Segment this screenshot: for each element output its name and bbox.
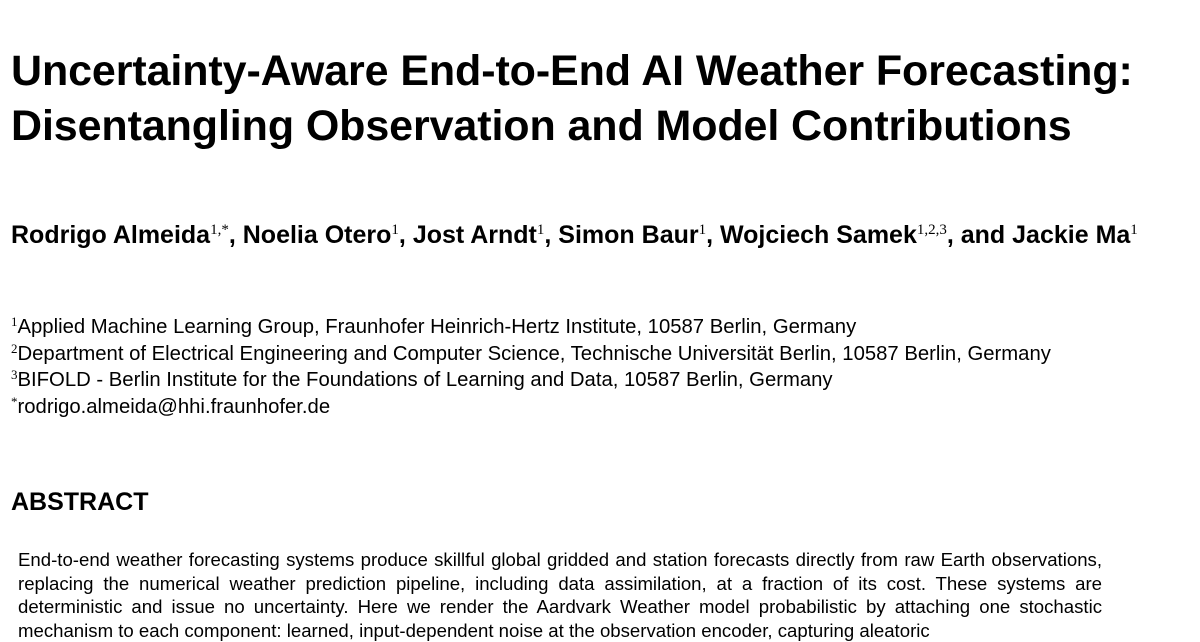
author-entry [413, 221, 558, 249]
author-separator: , [544, 221, 559, 249]
affiliation-item [11, 341, 1171, 368]
corresponding-email[interactable]: rodrigo.almeida@hhi.fraunhofer.de [17, 395, 331, 418]
author-affiliation-marks: 1 [1130, 222, 1138, 238]
affiliation-text: BIFOLD - Berlin Institute for the Foundations of Learning and Data, 10587 Berlin, Germany [17, 369, 833, 391]
corresponding-email-item [11, 394, 1171, 421]
affiliation-item [11, 367, 1171, 394]
author-separator: , [706, 221, 720, 249]
author-entry [11, 221, 243, 249]
affiliation-list [11, 314, 1171, 420]
author-name: Jackie Ma [1012, 221, 1131, 249]
author-entry [1012, 221, 1138, 249]
author-affiliation-marks: 1 [536, 222, 545, 238]
affiliation-mark: 2 [11, 340, 18, 356]
author-affiliation-marks: 1 [698, 222, 707, 238]
affiliation-text: Department of Electrical Engineering and Computer Science, Technische Universität Berlin, 10587 Berlin, Germany [17, 342, 1051, 365]
paper-title: Uncertainty-Aware End-to-End AI Weather Forecasting: Disentangling Observation and Model Contributions [11, 47, 1133, 150]
affiliation-mark: * [11, 393, 18, 409]
author-name: Simon Baur [558, 221, 699, 249]
author-separator: , [398, 221, 413, 249]
abstract-heading: ABSTRACT [11, 488, 149, 516]
author-entry [243, 221, 413, 249]
author-name: Noelia Otero [242, 221, 392, 249]
author-entry [720, 221, 1012, 249]
affiliation-mark: 1 [11, 314, 18, 329]
author-name: Jost Arndt [412, 221, 537, 249]
author-name: Rodrigo Almeida [11, 221, 211, 249]
author-affiliation-marks: 1 [391, 222, 399, 238]
author-entry [558, 221, 720, 249]
author-name: Wojciech Samek [720, 221, 917, 249]
author-list [11, 220, 1191, 251]
abstract-body: End-to-end weather forecasting systems produce skillful global gridded and station forecasts directly from raw Earth observations, replacing the numerical weather prediction pipeline, including data assimilation, at a fraction of its cost. These systems are deterministic and issue no uncertainty. Here we render the Aardvark Weather model probabilistic by attaching one stochastic mechanism to each component: learned, input-dependent noise at the observation encoder, capturing aleatoric [18, 549, 1102, 641]
affiliation-item [11, 314, 1171, 341]
author-affiliation-marks: 1,* [210, 222, 229, 238]
affiliation-text: Applied Machine Learning Group, Fraunhofer Heinrich-Hertz Institute, 10587 Berlin, Germany [17, 316, 857, 338]
affiliation-mark: 3 [11, 367, 18, 382]
author-separator: , and [946, 221, 1013, 249]
author-affiliation-marks: 1,2,3 [916, 222, 947, 238]
author-separator: , [228, 221, 243, 249]
